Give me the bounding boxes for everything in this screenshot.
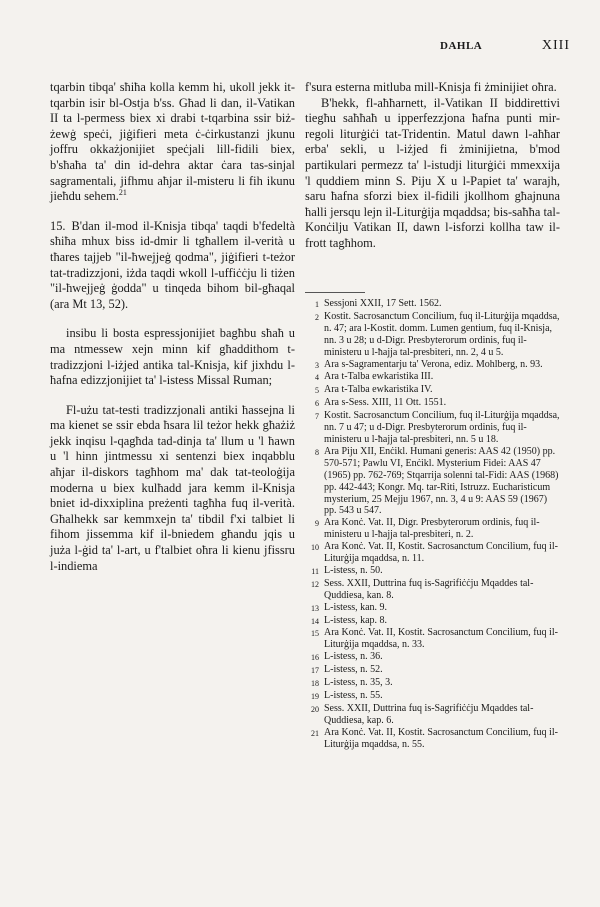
footnote-number: 19 bbox=[311, 692, 319, 701]
footnote-text: Ara s-Sagramentarju ta' Verona, ediz. Mohlberg, n. 93. bbox=[324, 358, 543, 370]
footnote-item bbox=[305, 371, 560, 384]
footnote-item bbox=[305, 446, 560, 517]
footnote-text: L-istess, n. 36. bbox=[324, 651, 383, 663]
footnote-number: 7 bbox=[315, 412, 319, 422]
footnote-number: 17 bbox=[311, 666, 319, 676]
footnote-item bbox=[305, 298, 560, 311]
footnote-list bbox=[305, 298, 560, 751]
footnote-item bbox=[305, 311, 560, 359]
footnote-text: L-istess, n. 52. bbox=[324, 664, 383, 676]
footnote-number: 20 bbox=[311, 704, 319, 714]
paragraph-text: B'dan il-mod il-Knisja tibqa' taqdi b'fedeltà sħiħa mhux biss id-dmir li tgħallem il-verità u tħares tajjeb "il-ħwejjeġ qodma", jiġifieri t-teżor tat-tradizzjoni, iżda taqdi wkoll l-uffiċċju li tiżen "il-ħwejjeġ ġodda" u tinqeda bihom bil-għaqal (ara Mt 13, 52). bbox=[50, 218, 295, 311]
page-header bbox=[440, 38, 570, 54]
footnote-number: 10 bbox=[311, 543, 319, 553]
footnote-number: 12 bbox=[311, 579, 319, 589]
footnote-number: 6 bbox=[315, 399, 319, 409]
footnote-item bbox=[305, 727, 560, 751]
footnote-text: Sess. XXII, Duttrina fuq is-Sagrifiċċju Mqaddes tal-Quddiesa, kan. 8. bbox=[324, 577, 534, 601]
footnote-item bbox=[305, 541, 560, 565]
footnote-text: Kostit. Sacrosanctum Concilium, fuq il-Liturġija mqaddsa, nn. 7 u 47; u d-Digr. Presbyterorum ordinis, fuq il-ministeru u l-ħajja tal-presbiteri, nn. 5 u 18. bbox=[324, 410, 560, 445]
footnote-number: 3 bbox=[315, 360, 319, 370]
footnote-item bbox=[305, 602, 560, 615]
footnote-item bbox=[305, 677, 560, 690]
footnote-item bbox=[305, 703, 560, 727]
paragraph-text: Fl-użu tat-testi tradizzjonali antiki ħassejna li ma kienet se ssir ebda ħsara lil teżor hekk għażiż jekk inqisu l-qagħda tad-dinja ta' llum u 'l ħawn u 'l hinn jintmessu xi sentenzi biex inqabblu aħjar il-diskors tagħhom ma' dak tat-teoloġija moderna u biex kulħadd jara kemm il-Knisja bniet id-dixxiplina preżenti tagħha fuq il-verità. Għalhekk sar kemmxejn ta' tibdil f'xi talbiet li fihom jissemma kif il-bniedem għandu jqis u juża l-ġid ta' l-art, u f'talbiet oħra li kienu jfissru l-indiema bbox=[50, 402, 295, 573]
footnote-text: Ara t-Talba ewkaristika IV. bbox=[324, 384, 433, 396]
footnote-number: 14 bbox=[311, 616, 319, 626]
footnotes-block bbox=[305, 292, 560, 751]
footnote-ref: 21 bbox=[118, 188, 127, 198]
paragraph-missal bbox=[50, 326, 295, 388]
paragraph-number: 15. bbox=[50, 218, 66, 233]
footnote-number: 11 bbox=[311, 566, 319, 576]
footnote-text: L-istess, n. 35, 3. bbox=[324, 677, 393, 689]
footnote-number: 16 bbox=[311, 653, 319, 663]
footnote-item bbox=[305, 565, 560, 578]
right-column bbox=[305, 80, 560, 252]
page-number: XIII bbox=[541, 38, 570, 53]
footnote-text: L-istess, n. 55. bbox=[324, 690, 383, 701]
footnote-text: Ara Konċ. Vat. II, Kostit. Sacrosanctum Concilium, fuq il-Liturġija mqaddsa, n. 11. bbox=[324, 541, 558, 565]
footnote-text: Ara Konċ. Vat. II, Kostit. Sacrosanctum Concilium, fuq il-Liturġija mqaddsa, n. 55. bbox=[324, 726, 558, 750]
footnote-text: L-istess, kan. 9. bbox=[324, 601, 388, 613]
footnote-item bbox=[305, 397, 560, 410]
footnote-item bbox=[305, 384, 560, 397]
paragraph-text: f'sura esterna mitluba mill-Knisja fi żminijiet oħra. bbox=[305, 80, 557, 94]
footnote-item bbox=[305, 578, 560, 602]
footnote-text: L-istess, n. 50. bbox=[324, 564, 383, 576]
paragraph-continued bbox=[50, 80, 295, 205]
footnote-item bbox=[305, 651, 560, 664]
footnote-item bbox=[305, 615, 560, 628]
footnote-text: L-istess, kap. 8. bbox=[324, 614, 388, 626]
paragraph-text: B'hekk, fl-aħħarnett, il-Vatikan II biddirettivi tiegħu saħħaħ u ipperfezzjona ħafna punti mir-regoli liturġiċi tat-Tridentin. Matul dawn l-aħħar erba' sekli, u l-iżjed fi żminijietna, b'mod partikulari permezz ta' l-istudji liturġiċi mmexxija 'l quddiem minn S. Piju X u l-Papiet ta' warajh, saru ħafna sforzi biex il-fidili jkollhom għajnuna ħalli jersqu lejn il-Liturġija mqaddsa; bis-saħħa tal-Konċilju Vatikan II, dawn l-isforzi kollha taw il-frott tagħhom. bbox=[305, 95, 560, 250]
footnote-number: 1 bbox=[315, 300, 319, 309]
footnote-text: Ara s-Sess. XIII, 11 Ott. 1551. bbox=[324, 397, 447, 409]
left-column bbox=[50, 80, 295, 574]
paragraph-continued-right bbox=[305, 80, 560, 96]
footnote-text: Ara Konċ. Vat. II, Kostit. Sacrosanctum Concilium, fuq il-Liturġija mqaddsa, n. 33. bbox=[324, 627, 558, 651]
footnote-item bbox=[305, 627, 560, 651]
paragraph-text: tqarbin tibqa' sħiħa kolla kemm hi, ukoll jekk it-tqarbin isir bl-Ostja b'ss. Għad li dan, il-Vatikan II ta l-permess biex xi drabi t-tqarbina ssir biż-żewġ speċi, jiġifieri meta ċ-ċirkustanzi jkunu joffru okkażjonijiet speċjali lill-fidili biex, b'sħaħa ta' din id-dehra aktar ċara tas-sinjal sagramentali, jifhmu aħjar il-misteru li fih ikunu jieħdu sehem. bbox=[50, 80, 295, 204]
footnote-item bbox=[305, 664, 560, 677]
footnote-number: 2 bbox=[315, 312, 319, 322]
paragraph-vatican bbox=[305, 96, 560, 252]
footnote-number: 9 bbox=[315, 519, 319, 529]
footnote-item bbox=[305, 517, 560, 541]
footnote-text: Ara Konċ. Vat. II, Digr. Presbyterorum ordinis, fuq il-ministeru u l-ħajja tal-presbiteri, n. 2. bbox=[324, 517, 540, 541]
footnote-number: 8 bbox=[315, 447, 319, 457]
footnote-number: 13 bbox=[311, 603, 319, 613]
footnote-number: 5 bbox=[315, 386, 319, 396]
footnote-item bbox=[305, 410, 560, 446]
footnote-text: Kostit. Sacrosanctum Concilium, fuq il-Liturġija mqaddsa, n. 47; ara l-Kostit. domm. Lumen gentium, fuq il-Knisja, nn. 3 u 28; u d-Digr. Presbyterorum ordinis, fuq il-ministeru u l-ħajja tal-presbiteri, nn. 2, 4 u 5. bbox=[324, 310, 560, 358]
paragraph-15 bbox=[50, 219, 295, 313]
footnote-item bbox=[305, 359, 560, 372]
footnote-number: 21 bbox=[311, 728, 319, 738]
footnote-text: Sessjoni XXII, 17 Sett. 1562. bbox=[324, 298, 442, 309]
footnote-divider bbox=[305, 292, 365, 293]
footnote-number: 4 bbox=[315, 373, 319, 383]
footnote-text: Sess. XXII, Duttrina fuq is-Sagrifiċċju Mqaddes tal-Quddiesa, kap. 6. bbox=[324, 702, 534, 726]
paragraph-traditional-texts bbox=[50, 403, 295, 575]
paragraph-text-a: insibu li bosta espressjonijiet bagħbu sħaħ u ma ntmessew xejn minn kif għaddithom t-tradizzjoni l-iżjed antika tal-Knisja, kif jixhdu l-ħafna edizzjonijiet ta' l-istess Missal Ruman; bbox=[50, 326, 295, 388]
footnote-number: 15 bbox=[311, 629, 319, 639]
footnote-item bbox=[305, 690, 560, 703]
footnote-text: Ara Piju XII, Enċikl. Humani generis: AAS 42 (1950) pp. 570-571; Pawlu VI, Enċikl. Mysterium Fidei: AAS 47 (1965) pp. 762-769; Stqarrija solenni tal-Fidi: AAS (1968) pp. 442-443; Kongr. Mq. tar-Riti, Istruzz. Eucharisticum mysterium, 25 Mejju 1967, nn. 3, 4 u 9: AAS 59 (1967) pp. 543 u 547. bbox=[324, 445, 559, 517]
running-head: DAHLA bbox=[440, 40, 483, 52]
footnote-text: Ara t-Talba ewkaristika III. bbox=[324, 371, 434, 383]
footnote-number: 18 bbox=[311, 679, 319, 689]
